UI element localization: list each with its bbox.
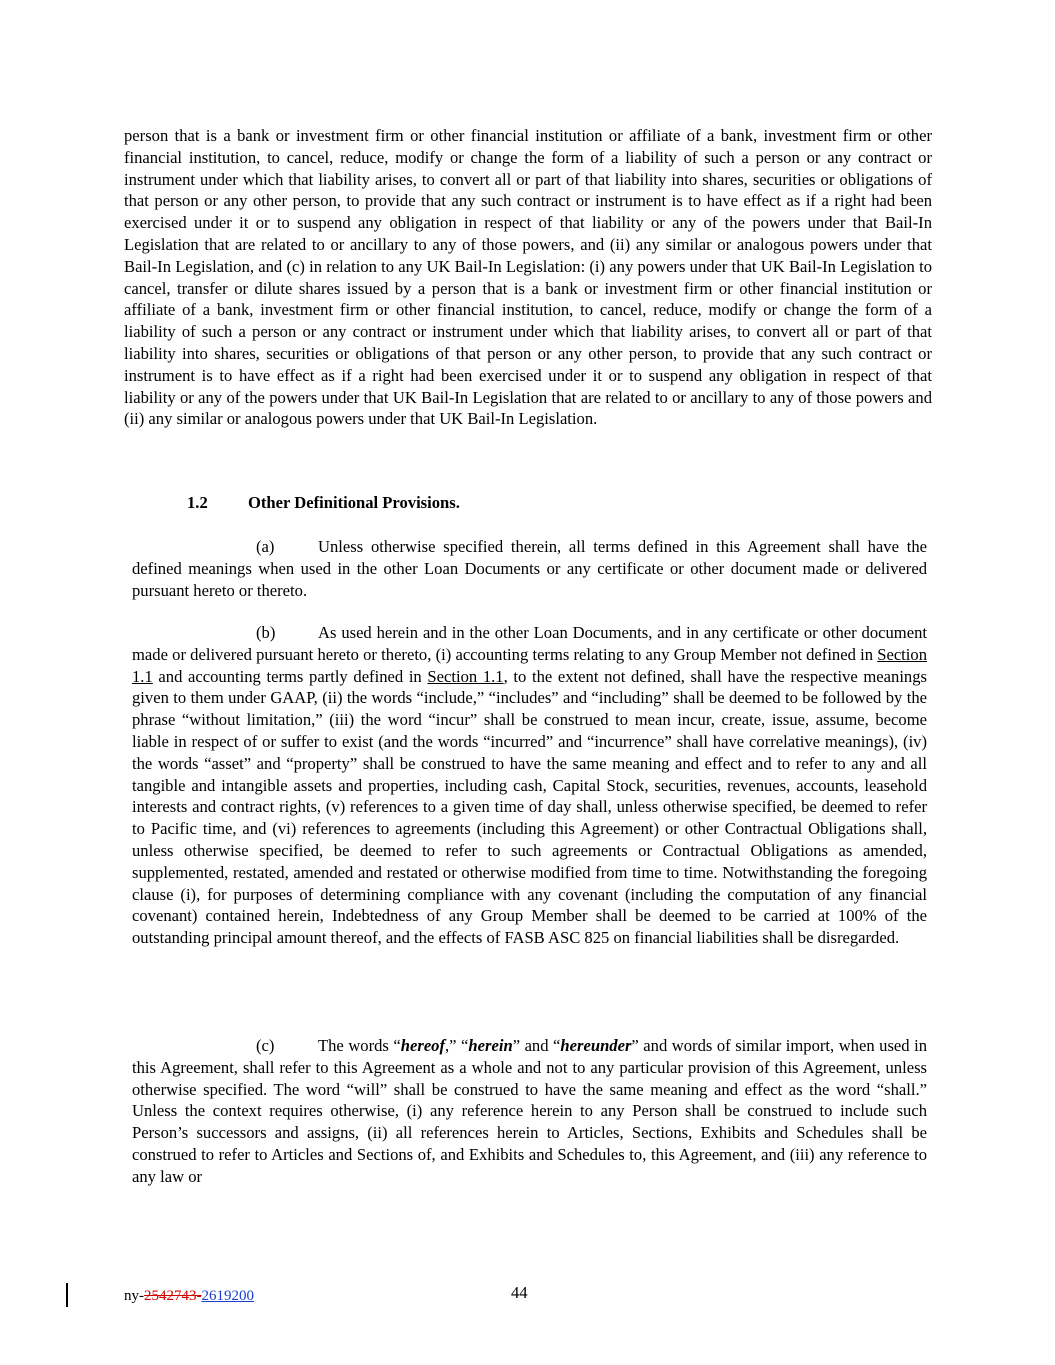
clause-c-text: The words “ <box>318 1036 401 1055</box>
section-heading <box>187 493 460 513</box>
clause-c-text: ,” “ <box>445 1036 469 1055</box>
clause-b-label: (b) <box>256 623 276 642</box>
deleted-document-id: 2542743- <box>144 1288 202 1304</box>
section-reference-link: Section 1.1 <box>132 644 927 686</box>
section-number: 1.2 <box>187 493 208 512</box>
clause-b-text: and accounting terms partly defined in <box>152 666 428 686</box>
inserted-document-id: 2619200 <box>201 1288 254 1304</box>
clause-c-paragraph <box>132 1035 927 1188</box>
clause-c-label: (c) <box>256 1036 275 1055</box>
section-title: Other Definitional Provisions. <box>248 493 460 512</box>
clause-c-text: ” and “ <box>512 1036 561 1055</box>
clause-b-text: As used herein and in the other Loan Documents, and in any certificate or other document made or delivered pursuant hereto or thereto, (i) accounting terms relating to any Group Member not defined in <box>132 623 927 664</box>
defined-term-hereof: hereof <box>400 1036 446 1055</box>
document-id-prefix: ny- <box>124 1288 144 1304</box>
clause-a-label: (a) <box>256 537 275 556</box>
revision-change-bar <box>66 1283 68 1307</box>
defined-term-herein: herein <box>468 1036 513 1055</box>
defined-term-hereunder: hereunder <box>560 1036 632 1055</box>
clause-b-paragraph <box>132 622 927 949</box>
definition-continuation-paragraph: person that is a bank or investment firm or other financial institution or affiliate of a bank, investment firm or other financial institution, to cancel, reduce, modify or change the form of a liability of such a person or any contract or instrument under which that liability arises, to convert all or part of that liability into shares, securities or obligations of that person or any other person, to provide that any such contract or instrument is to have effect as if a right had been exercised under it or to suspend any obligation in respect of that liability or any of the powers under that Bail-In Legislation that are related to or ancillary to any of those powers, and (ii) any similar or analogous powers under that Bail-In Legislation, and (c) in relation to any UK Bail-In Legislation: (i) any powers under that UK Bail-In Legislation to cancel, transfer or dilute shares issued by a person that is a bank or investment firm or other financial institution or affiliate of a bank, investment firm or other financial institution, to cancel, reduce, modify or change the form of a liability of such a person or any contract or instrument under which that liability arises, to convert all or part of that liability into shares, securities or obligations of that person or any other person, to provide that any such contract or instrument is to have effect as if a right had been exercised under it or to suspend any obligation in respect of that liability or any of the powers under that UK Bail-In Legislation that are related to or ancillary to any of those powers and (ii) any similar or analogous powers under that UK Bail-In Legislation. <box>124 126 932 429</box>
clause-a-paragraph <box>132 536 927 601</box>
clause-c-text: ” and words of similar import, when used in this Agreement, shall refer to this Agreement as a whole and not to any particular provision of this Agreement, unless otherwise specified. The word “will” shall be construed to have the same meaning and effect as the word “shall.” Unless the context requires otherwise, (i) any reference herein to any Person shall be construed to include such Person’s successors and assigns, (ii) all references herein to Articles, Sections, Exhibits and Schedules shall be construed to refer to Articles and Sections of, and Exhibits and Schedules to, this Agreement, and (iii) any reference to any law or <box>132 1036 927 1186</box>
page-number: 44 <box>511 1283 528 1302</box>
clause-a-text: Unless otherwise specified therein, all terms defined in this Agreement shall have the defined meanings when used in the other Loan Documents or any certificate or other document made or delivered pursuant hereto or thereto. <box>132 537 927 600</box>
document-id <box>124 1288 254 1305</box>
section-reference-link: Section 1.1 <box>427 666 504 686</box>
clause-b-text: , to the extent not defined, shall have the respective meanings given to them under GAAP, (ii) the words “include,” “includes” and “including” shall be deemed to be followed by the phrase “without limitation,” (iii) the word “incur” shall be construed to mean incur, create, issue, assume, become liable in respect of or suffer to exist (and the words “incurred” and “incurrence” shall have correlative meanings), (iv) the words “asset” and “property” shall be construed to have the same meaning and effect and to refer to any and all tangible and intangible assets and properties, including cash, Capital Stock, securities, revenues, accounts, leasehold interests and contract rights, (v) references to a given time of day shall, unless otherwise specified, be deemed to refer to Pacific time, and (vi) references to agreements (including this Agreement) or other Contractual Obligations shall, unless otherwise specified, be deemed to refer to such agreements or Contractual Obligations as amended, supplemented, restated, amended and restated or otherwise modified from time to time. Notwithstanding the foregoing clause (i), for purposes of determining compliance with any covenant (including the computation of any financial covenant) contained herein, Indebtedness of any Group Member shall be deemed to be carried at 100% of the outstanding principal amount thereof, and the effects of FASB ASC 825 on financial liabilities shall be disregarded. <box>132 666 927 948</box>
